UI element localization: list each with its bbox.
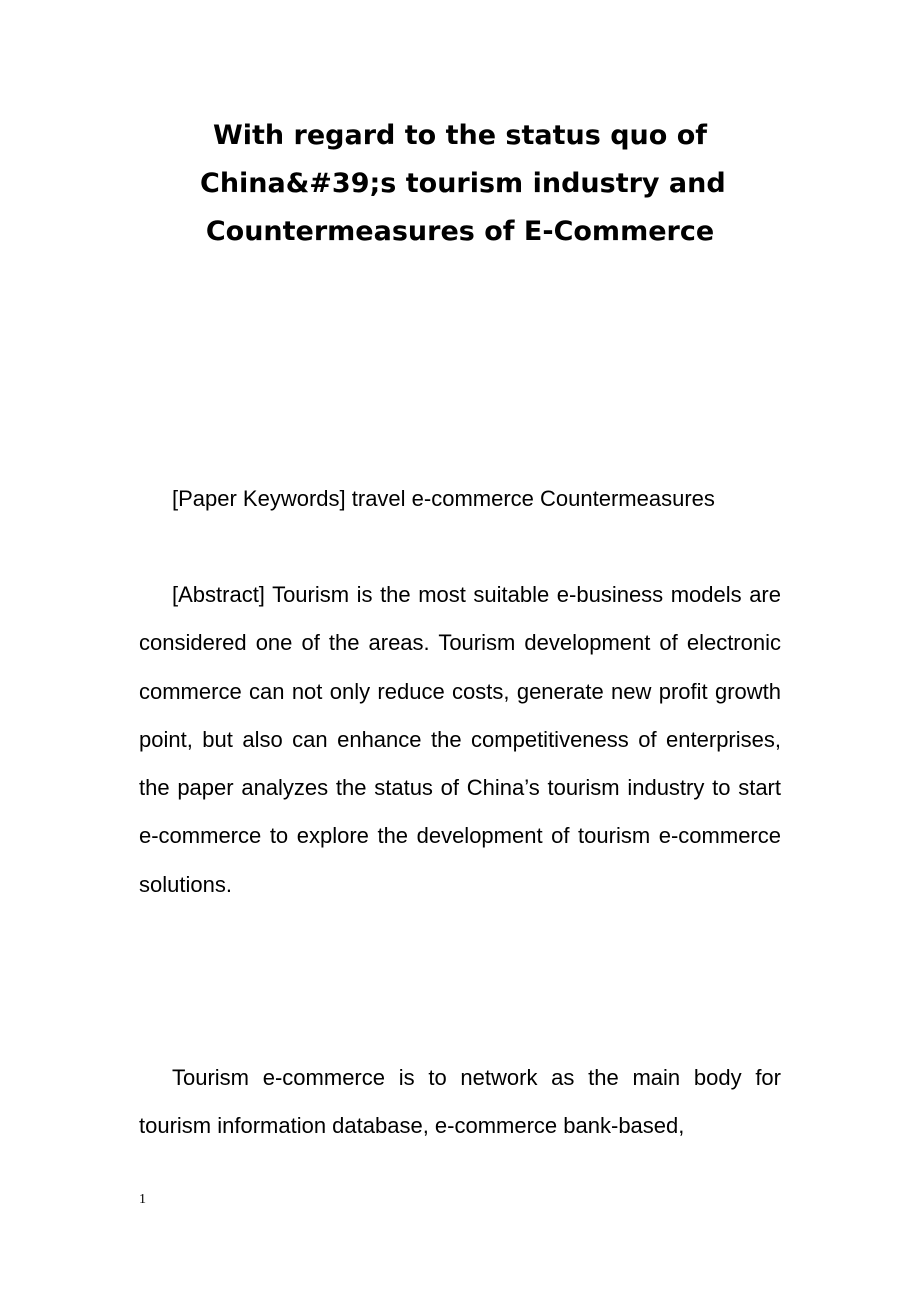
abstract-paragraph: [Abstract] Tourism is the most suitable e-business models are considered one of the areas. Tourism development of electronic commerce can not only reduce costs, generate new profit growth point, but also can enhance the competitiveness of enterprises, the paper analyzes the status of China’s tourism industry to start e-commerce to explore the development of tourism e-commerce solutions. [139, 582, 781, 897]
title-line-1: With regard to the status quo of [212, 120, 708, 151]
title-line-3: Countermeasures of E-Commerce [205, 216, 715, 247]
document-title [200, 112, 726, 256]
page-number: 1 [139, 1192, 146, 1207]
body-paragraph: Tourism e-commerce is to network as the main body for tourism information database, e-commerce bank-based, [139, 1065, 781, 1139]
paper-keywords: [Paper Keywords] travel e-commerce Countermeasures [172, 486, 715, 511]
title-line-2: China&#39;s tourism industry and [200, 168, 726, 199]
